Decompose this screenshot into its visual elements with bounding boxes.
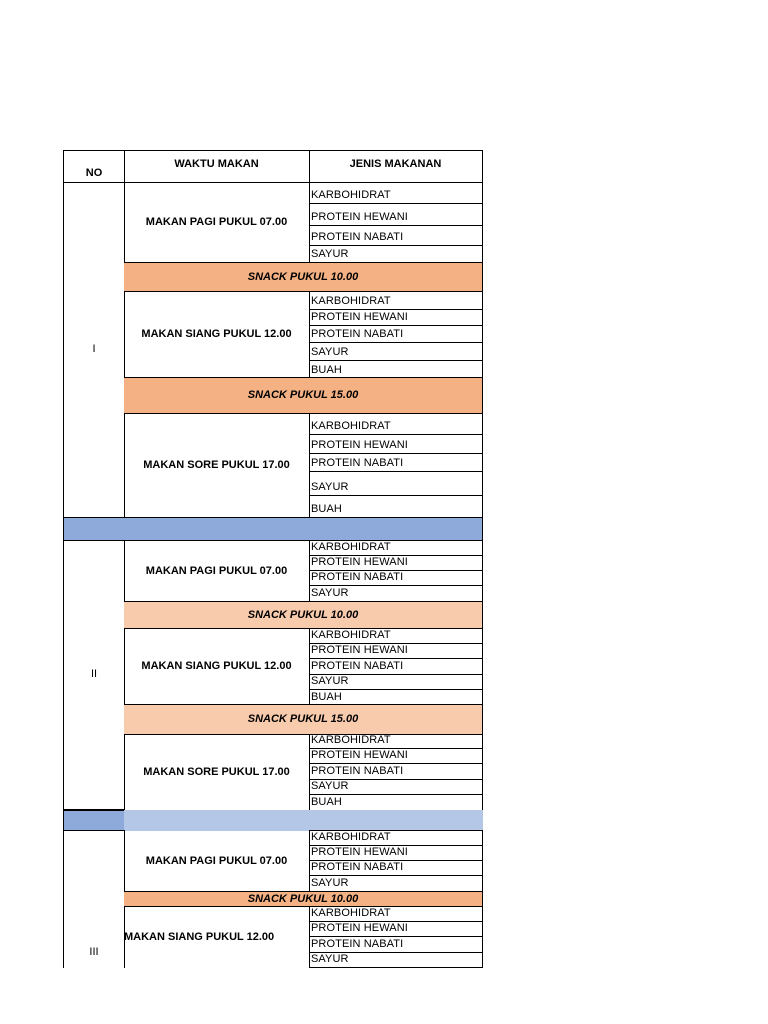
meal-time-cell (124, 413, 310, 517)
food-item-label: PROTEIN NABATI (311, 571, 404, 583)
food-item (309, 674, 483, 690)
food-item-label: PROTEIN NABATI (311, 765, 404, 777)
meal-time-cell (124, 182, 310, 263)
food-item-label: PROTEIN HEWANI (311, 211, 408, 223)
food-item-label: PROTEIN HEWANI (311, 439, 408, 451)
meal-time-cell (124, 906, 310, 968)
header-no (63, 150, 125, 183)
meal-time-cell (124, 540, 310, 602)
food-item-label: KARBOHIDRAT (311, 420, 391, 432)
snack-label: SNACK PUKUL 10.00 (247, 270, 359, 283)
meal-time-cell (124, 628, 310, 705)
meal-time-label: MAKAN SIANG PUKUL 12.00 (141, 660, 292, 672)
day-separator-band (63, 810, 125, 831)
food-item-label: SAYUR (311, 953, 349, 965)
food-item (309, 360, 483, 378)
snack-label: SNACK PUKUL 10.00 (247, 892, 359, 905)
food-item (309, 763, 483, 780)
food-item (309, 936, 483, 953)
food-item (309, 225, 483, 246)
food-item (309, 734, 483, 749)
food-item (309, 453, 483, 472)
food-item-label: SAYUR (311, 780, 349, 792)
food-item (309, 779, 483, 795)
meal-time-cell (124, 291, 310, 378)
food-item-label: PROTEIN HEWANI (311, 749, 408, 761)
day-separator-band (309, 517, 483, 541)
day-number-cell (63, 182, 125, 518)
snack-label: SNACK PUKUL 15.00 (247, 713, 359, 725)
header-jenis-label: JENIS MAKANAN (349, 158, 442, 170)
meal-time-label: MAKAN PAGI PUKUL 07.00 (145, 854, 288, 867)
food-item-label: KARBOHIDRAT (311, 907, 391, 919)
food-item (309, 309, 483, 326)
food-item (309, 203, 483, 226)
food-item (309, 182, 483, 204)
food-item (309, 325, 483, 343)
food-item-label: KARBOHIDRAT (311, 541, 391, 553)
snack-row (124, 377, 483, 414)
food-item (309, 570, 483, 586)
food-item-label: PROTEIN HEWANI (311, 644, 408, 656)
food-item-label: KARBOHIDRAT (311, 295, 391, 307)
food-item-label: PROTEIN NABATI (311, 231, 404, 243)
food-item-label: KARBOHIDRAT (311, 831, 391, 843)
day-separator-band (124, 810, 483, 831)
snack-row (124, 891, 483, 907)
food-item (309, 495, 483, 517)
food-item-label: PROTEIN HEWANI (311, 556, 408, 568)
snack-label: SNACK PUKUL 10.00 (247, 608, 359, 621)
food-item (309, 952, 483, 968)
snack-row (124, 262, 483, 292)
header-jenis-makanan (309, 150, 483, 183)
header-waktu-makan (124, 150, 310, 183)
food-item-label: PROTEIN NABATI (311, 328, 404, 340)
food-item (309, 413, 483, 435)
food-item-label: PROTEIN NABATI (311, 660, 404, 672)
food-item-label: BUAH (311, 796, 342, 808)
meal-time-cell (124, 734, 310, 810)
day-separator-band (124, 517, 310, 541)
food-item-label: SAYUR (311, 346, 349, 358)
food-item-label: SAYUR (311, 587, 349, 599)
food-item (309, 585, 483, 601)
day-separator-band (63, 517, 125, 541)
food-item (309, 555, 483, 571)
day-number: III (89, 946, 99, 958)
header-waktu-label: WAKTU MAKAN (174, 158, 259, 170)
day-number-cell (63, 540, 125, 810)
food-item (309, 860, 483, 876)
food-item (309, 794, 483, 810)
food-item (309, 689, 483, 705)
meal-time-cell (124, 830, 310, 892)
food-item-label: PROTEIN NABATI (311, 938, 404, 950)
food-item-label: KARBOHIDRAT (311, 189, 391, 201)
food-item-label: BUAH (311, 364, 342, 376)
food-item-label: PROTEIN NABATI (311, 861, 404, 873)
meal-time-label: MAKAN SORE PUKUL 17.00 (143, 765, 290, 778)
meal-time-label: MAKAN SIANG PUKUL 12.00 (124, 930, 275, 943)
food-item (309, 471, 483, 496)
day-number: II (90, 668, 98, 680)
meal-time-label: MAKAN SORE PUKUL 17.00 (143, 458, 290, 471)
food-item (309, 643, 483, 659)
food-item-label: BUAH (311, 503, 342, 515)
food-item-label: PROTEIN HEWANI (311, 846, 408, 858)
food-item (309, 658, 483, 675)
food-item (309, 291, 483, 310)
food-item-label: PROTEIN HEWANI (311, 922, 408, 934)
food-item-label: KARBOHIDRAT (311, 629, 391, 641)
food-item (309, 845, 483, 861)
day-number: I (92, 343, 96, 355)
food-item-label: KARBOHIDRAT (311, 734, 391, 746)
food-item (309, 342, 483, 361)
snack-label: SNACK PUKUL 15.00 (247, 389, 359, 401)
header-no-label: NO (85, 167, 103, 179)
food-item (309, 906, 483, 922)
food-item (309, 921, 483, 937)
food-item (309, 875, 483, 891)
food-item (309, 748, 483, 764)
day-number-cell (63, 830, 125, 968)
food-item-label: BUAH (311, 691, 342, 703)
food-item-label: PROTEIN NABATI (311, 457, 404, 469)
food-item (309, 434, 483, 454)
food-item-label: SAYUR (311, 675, 349, 687)
meal-time-label: MAKAN PAGI PUKUL 07.00 (145, 564, 288, 577)
food-item (309, 540, 483, 556)
meal-time-label: MAKAN PAGI PUKUL 07.00 (145, 216, 288, 228)
food-item-label: SAYUR (311, 877, 349, 889)
food-item (309, 830, 483, 846)
snack-row (124, 704, 483, 735)
food-item (309, 245, 483, 262)
meal-time-label: MAKAN SIANG PUKUL 12.00 (141, 328, 292, 340)
food-item (309, 628, 483, 644)
food-item-label: PROTEIN HEWANI (311, 311, 408, 323)
food-item-label: SAYUR (311, 481, 349, 493)
snack-row (124, 601, 483, 629)
food-item-label: SAYUR (311, 248, 349, 260)
